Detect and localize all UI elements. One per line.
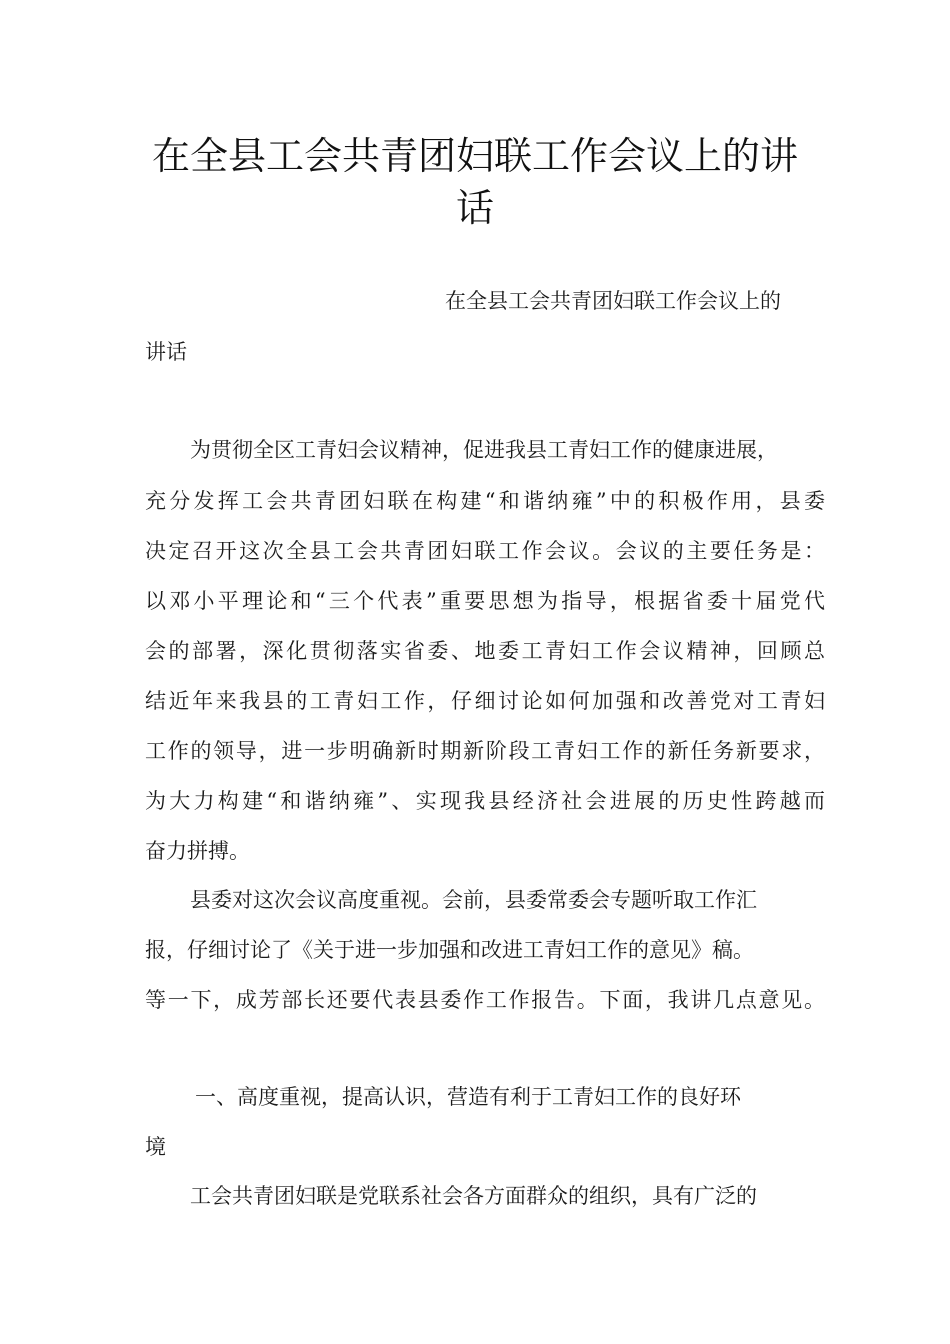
subtitle-line-1: 在全县工会共青团妇联工作会议上的 xyxy=(445,289,781,313)
document-title-line-1: 在全县工会共青团妇联工作会议上的讲 xyxy=(151,134,798,178)
section-1-heading-line-2: 境 xyxy=(145,1135,166,1159)
section-1-heading-line-1: 一、高度重视，提高认识，营造有利于工青妇工作的良好环 xyxy=(195,1085,741,1109)
paragraph-3-line-1: 工会共青团妇联是党联系社会各方面群众的组织，具有广泛的 xyxy=(190,1184,757,1208)
document-title-line-2: 话 xyxy=(455,186,494,230)
paragraph-1-line-6: 结近年来我县的工青妇工作，仔细讨论如何加强和改善党对工青妇 xyxy=(145,689,825,713)
paragraph-1-line-3: 决定召开这次全县工会共青团妇联工作会议。会议的主要任务是： xyxy=(145,539,825,563)
paragraph-1-line-9: 奋力拼搏。 xyxy=(145,839,250,863)
paragraph-1-line-5: 会的部署，深化贯彻落实省委、地委工青妇工作会议精神，回顾总 xyxy=(145,639,825,663)
subtitle-line-2: 讲话 xyxy=(145,340,187,364)
paragraph-1-line-1: 为贯彻全区工青妇会议精神，促进我县工青妇工作的健康进展， xyxy=(190,438,778,462)
paragraph-2-line-2: 报，仔细讨论了《关于进一步加强和改进工青妇工作的意见》稿。 xyxy=(145,938,754,962)
paragraph-1-line-8: 为大力构建“和谐纳雍”、实现我县经济社会进展的历史性跨越而 xyxy=(145,789,825,813)
paragraph-2-line-1: 县委对这次会议高度重视。会前，县委常委会专题听取工作汇 xyxy=(190,888,757,912)
paragraph-1-line-4: 以邓小平理论和“三个代表”重要思想为指导，根据省委十届党代 xyxy=(145,589,825,613)
paragraph-2-line-3: 等一下，成芳部长还要代表县委作工作报告。下面，我讲几点意见。 xyxy=(145,988,825,1012)
paragraph-1-line-2: 充分发挥工会共青团妇联在构建“和谐纳雍”中的积极作用，县委 xyxy=(145,489,825,513)
paragraph-1-line-7: 工作的领导，进一步明确新时期新阶段工青妇工作的新任务新要求， xyxy=(145,739,825,763)
